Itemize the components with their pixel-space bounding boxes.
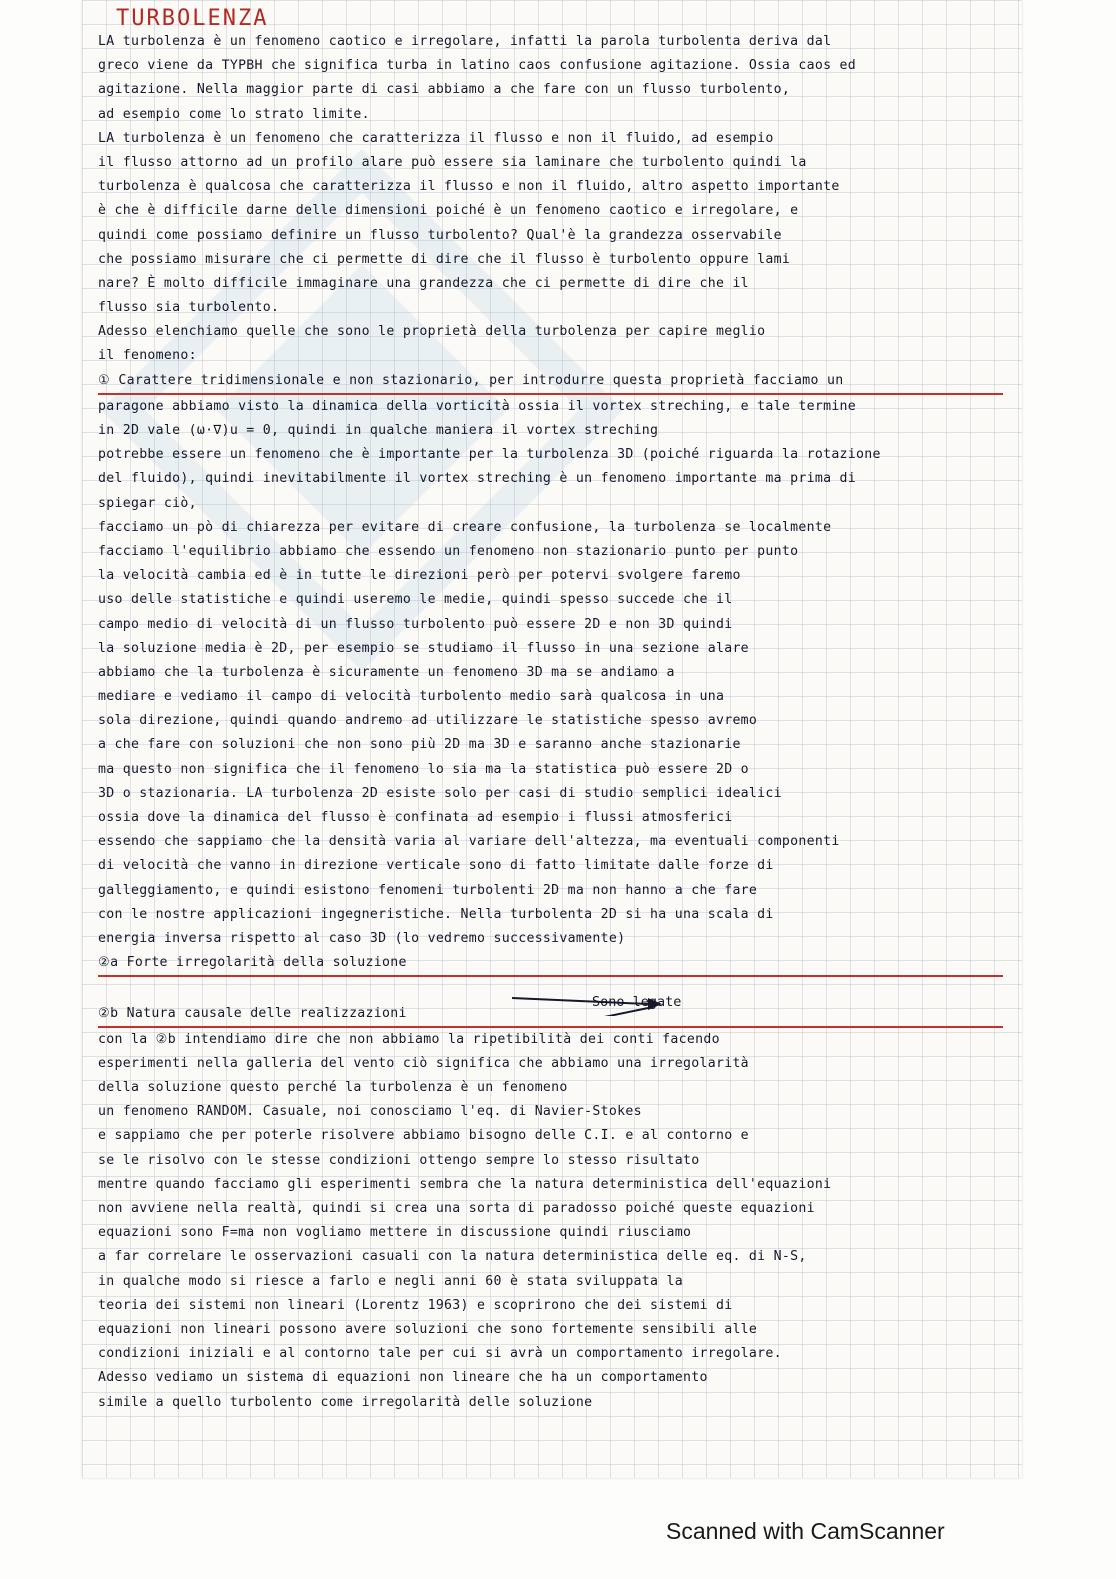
handwritten-text — [98, 30, 1010, 1415]
text-line: equazioni sono F=ma non vogliamo mettere in discussione quindi riusciamo — [98, 1225, 692, 1241]
text-line: facciamo un pò di chiarezza per evitare di creare confusione, la turbolenza se localmente — [98, 519, 832, 535]
text-line: esperimenti nella galleria del vento ciò significa che abbiamo una irregolarità — [98, 1055, 749, 1071]
text-line: abbiamo che la turbolenza è sicuramente un fenomeno 3D ma se andiamo a — [98, 664, 675, 680]
text-line: energia inversa rispetto al caso 3D (lo vedremo successivamente) — [98, 930, 626, 946]
text-line: mediare e vediamo il campo di velocità turbolento medio sarà qualcosa in una — [98, 689, 725, 705]
text-line: ②a Forte irregolarità della soluzione — [98, 951, 1003, 977]
text-line: uso delle statistiche e quindi useremo le medie, quindi spesso succede che il — [98, 592, 733, 608]
text-line: del fluido), quindi inevitabilmente il vortex streching è un fenomeno importante ma prima di — [98, 471, 857, 487]
text-line: ma questo non significa che il fenomeno lo sia ma la statistica può essere 2D o — [98, 761, 749, 777]
text-line: un fenomeno RANDOM. Casuale, noi conosciamo l'eq. di Navier-Stokes — [98, 1104, 642, 1120]
text-line: essendo che sappiamo che la densità varia al variare dell'altezza, ma eventuali componenti — [98, 834, 840, 850]
text-line: mentre quando facciamo gli esperimenti sembra che la natura deterministica dell'equazioni — [98, 1176, 832, 1192]
text-line: paragone abbiamo visto la dinamica della vorticità ossia il vortex streching, e tale termine — [98, 398, 857, 414]
text-line: LA turbolenza è un fenomeno caotico e irregolare, infatti la parola turbolenta deriva dal — [98, 34, 832, 49]
text-line: nare? È molto difficile immaginare una grandezza che ci permette di dire che il — [98, 275, 749, 291]
text-line: equazioni non lineari possono avere soluzioni che sono fortemente sensibili alle — [98, 1321, 758, 1337]
text-line: teoria dei sistemi non lineari (Lorentz 1963) e scoprirono che dei sistemi di — [98, 1297, 733, 1313]
text-line: quindi come possiamo definire un flusso turbolento? Qual'è la grandezza osservabile — [98, 227, 782, 243]
text-line: che possiamo misurare che ci permette di dire che il flusso è turbolento oppure lami — [98, 251, 791, 267]
annotation-note: Sono legate — [592, 994, 682, 1010]
text-line: flusso sia turbolento. — [98, 300, 280, 316]
text-line: simile a quello turbolento come irregolarità delle soluzione — [98, 1394, 593, 1410]
text-line: LA turbolenza è un fenomeno che caratterizza il flusso e non il fluido, ad esempio — [98, 130, 774, 146]
text-line: Adesso elenchiamo quelle che sono le proprietà della turbolenza per capire meglio — [98, 324, 766, 340]
text-line: della soluzione questo perché la turbolenza è un fenomeno — [98, 1080, 568, 1096]
text-line: il fenomeno: — [98, 348, 197, 364]
text-line: con le nostre applicazioni ingegneristiche. Nella turbolenta 2D si ha una scala di — [98, 906, 774, 922]
text-line: di velocità che vanno in direzione verticale sono di fatto limitate dalle forze di — [98, 858, 774, 874]
notebook-page — [82, 0, 1022, 1478]
text-line: ossia dove la dinamica del flusso è confinata ad esempio i flussi atmosferici — [98, 810, 733, 825]
text-line: spiegar ciò, — [98, 495, 197, 511]
text-line: 3D o stazionaria. LA turbolenza 2D esiste solo per casi di studio semplici idealici — [98, 785, 782, 801]
text-line: in 2D vale (ω·∇)u = 0, quindi in qualche maniera il vortex streching — [98, 423, 659, 438]
text-line: facciamo l'equilibrio abbiamo che essendo un fenomeno non stazionario punto per punto — [98, 543, 799, 559]
text-line: condizioni iniziali e al contorno tale per cui si avrà un comportamento irregolare. — [98, 1346, 782, 1362]
text-line: la velocità cambia ed è in tutte le direzioni però per potervi svolgere faremo — [98, 568, 741, 584]
text-line: a far correlare le osservazioni casuali con la natura deterministica delle eq. di N-S, — [98, 1249, 807, 1265]
text-line: in qualche modo si riesce a farlo e negli anni 60 è stata sviluppata la — [98, 1273, 684, 1289]
text-line: campo medio di velocità di un flusso turbolento può essere 2D e non 3D quindi — [98, 616, 733, 632]
text-line: galleggiamento, e quindi esistono fenomeni turbolenti 2D ma non hanno a che fare — [98, 882, 758, 898]
text-line: ad esempio come lo strato limite. — [98, 106, 370, 122]
text-line: Adesso vediamo un sistema di equazioni non lineare che ha un comportamento — [98, 1370, 708, 1386]
scanner-watermark: Scanned with CamScanner — [666, 1518, 945, 1544]
text-line: a che fare con soluzioni che non sono più 2D ma 3D e saranno anche stazionarie — [98, 737, 741, 753]
text-line: il flusso attorno ad un profilo alare può essere sia laminare che turbolento quindi la — [98, 154, 807, 170]
text-line: non avviene nella realtà, quindi si crea una sorta di paradosso poiché queste equazioni — [98, 1201, 815, 1216]
text-line: con la ②b intendiamo dire che non abbiamo la ripetibilità dei conti facendo — [98, 1031, 720, 1047]
text-line: ②b Natura causale delle realizzazioni — [98, 1002, 1003, 1028]
text-line: la soluzione media è 2D, per esempio se studiamo il flusso in una sezione alare — [98, 640, 749, 656]
text-line: greco viene da ΤΥΡΒΗ che significa turba in latino caos confusione agitazione. Ossia caos ed — [98, 58, 857, 74]
text-line: sola direzione, quindi quando andremo ad utilizzare le statistiche spesso avremo — [98, 713, 758, 729]
text-line: agitazione. Nella maggior parte di casi abbiamo a che fare con un flusso turbolento, — [98, 82, 791, 98]
text-line: ① Carattere tridimensionale e non stazionario, per introdurre questa proprietà facciamo un — [98, 369, 1003, 395]
text-line: turbolenza è qualcosa che caratterizza il flusso e non il fluido, altro aspetto importante — [98, 179, 840, 195]
text-line: è che è difficile darne delle dimensioni poiché è un fenomeno caotico e irregolare, e — [98, 203, 799, 219]
text-line: potrebbe essere un fenomeno che è importante per la turbolenza 3D (poiché riguarda la rotazione — [98, 447, 881, 463]
page-title: TURBOLENZA — [116, 6, 269, 31]
text-line: e sappiamo che per poterle risolvere abbiamo bisogno delle C.I. e al contorno e — [98, 1128, 749, 1144]
text-line: se le risolvo con le stesse condizioni ottengo sempre lo stesso risultato — [98, 1152, 700, 1168]
